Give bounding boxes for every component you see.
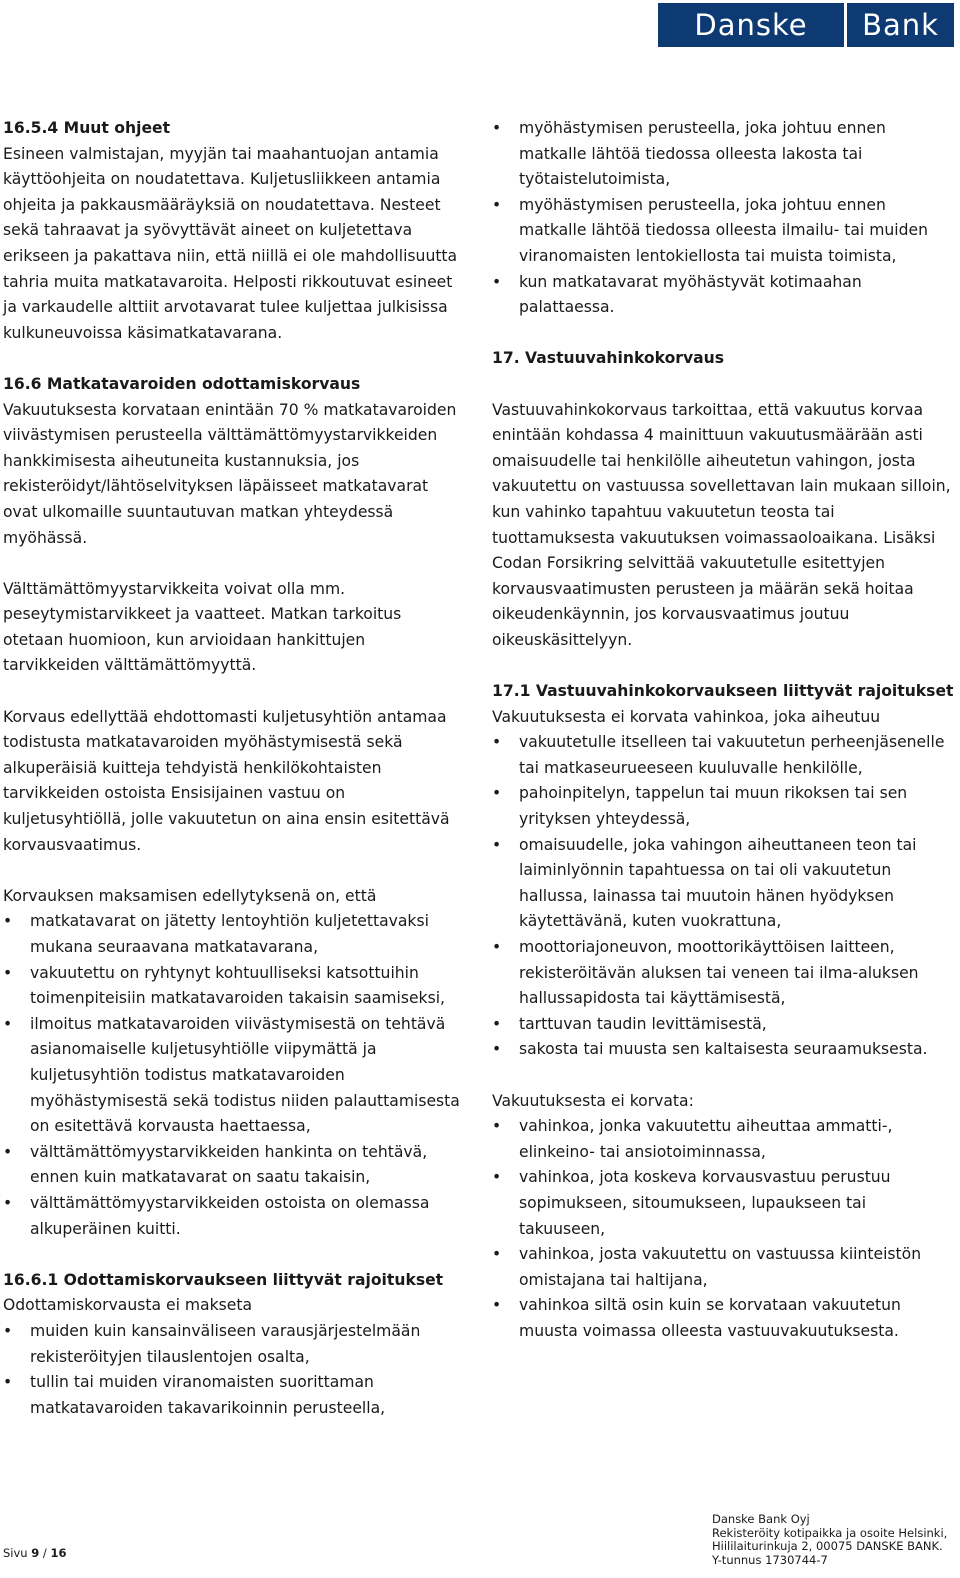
list-item: • myöhästymisen perusteella, joka johtuu ennen matkalle lähtöä tiedossa olleesta ilmailu- tai muiden viranomaisten lentokiellosta tai muista toimista, <box>492 193 954 270</box>
list-item: • välttämättömyystarvikkeiden ostoista on olemassa alkuperäinen kuitti. <box>3 1191 465 1242</box>
list-item: • tarttuvan taudin levittämisestä, <box>492 1012 954 1038</box>
logo-word-danske: Danske <box>658 3 844 47</box>
list-item: • sakosta tai muusta sen kaltaisesta seuraamuksesta. <box>492 1037 954 1063</box>
left-column <box>3 116 465 1421</box>
paragraph-odottamiskorvaus-4: Korvauksen maksamisen edellytyksenä on, että <box>3 886 377 905</box>
page-current: 9 <box>31 1546 40 1560</box>
list-item: • pahoinpitelyn, tappelun tai muun rikoksen tai sen yrityksen yhteydessä, <box>492 781 954 832</box>
liability-exclusions-list <box>492 730 954 1063</box>
list-item: • muiden kuin kansainväliseen varausjärjestelmään rekisteröityjen tilauslentojen osalta, <box>3 1319 465 1370</box>
page-total: 16 <box>50 1546 67 1560</box>
list-item: • omaisuudelle, joka vahingon aiheuttaneen teon tai laiminlyönnin tapahtuessa on tai oli vakuutetun hallussa, lainassa tai muutoin hänen hyödyksen käytettävänä, kuten vuokrattuna, <box>492 833 954 935</box>
heading-17-1: 17.1 Vastuuvahinkokorvaukseen liittyvät rajoitukset <box>492 682 954 701</box>
heading-16-6-1: 16.6.1 Odottamiskorvaukseen liittyvät rajoitukset <box>3 1270 444 1289</box>
page-label: Sivu <box>3 1546 28 1560</box>
logo-word-bank: Bank <box>844 3 954 47</box>
paragraph-odottamiskorvaus-2: Välttämättömyystarvikkeita voivat olla mm. peseytymistarvikkeet ja vaatteet. Matkan tarkoitus otetaan huomioon, kun arvioidaan hankittujen tarvikkeiden välttämättömyyttä. <box>3 579 402 675</box>
heading-16-5-4: 16.5.4 Muut ohjeet <box>3 119 171 137</box>
heading-17: 17. Vastuuvahinkokorvaus <box>492 349 725 368</box>
limitations-list <box>3 1319 465 1421</box>
not-covered-list <box>492 1114 954 1344</box>
list-item: • vahinkoa, josta vakuutettu on vastuussa kiinteistön omistajana tai haltijana, <box>492 1242 954 1293</box>
heading-16-6: 16.6 Matkatavaroiden odottamiskorvaus <box>3 374 361 393</box>
list-item: • vakuutettu on ryhtynyt kohtuulliseksi katsottuihin toimenpiteisiin matkatavaroiden takaisin saamiseksi, <box>3 961 465 1012</box>
paragraph-vastuu-rajoitukset-intro: Vakuutuksesta ei korvata vahinkoa, joka aiheutuu <box>492 707 881 726</box>
list-item: • vahinkoa, jonka vakuutettu aiheuttaa ammatti-, elinkeino- tai ansiotoiminnassa, <box>492 1114 954 1165</box>
list-item: • moottoriajoneuvon, moottorikäyttöisen laitteen, rekisteröitävän aluksen tai veneen tai ilma-aluksen hallussapidosta tai käyttämisestä, <box>492 935 954 1012</box>
list-item: • myöhästymisen perusteella, joka johtuu ennen matkalle lähtöä tiedossa olleesta lakosta tai työtaistelutoimista, <box>492 116 954 193</box>
list-item: • vahinkoa, jota koskeva korvausvastuu perustuu sopimukseen, sitoumukseen, lupaukseen tai takuuseen, <box>492 1165 954 1242</box>
list-item: • kun matkatavarat myöhästyvät kotimaahan palattaessa. <box>492 270 954 321</box>
company-line: Hiililaiturinkuja 2, 00075 DANSKE BANK. <box>712 1539 943 1553</box>
list-item: • ilmoitus matkatavaroiden viivästymisestä on tehtävä asianomaiselle kuljetusyhtiölle viipymättä ja kuljetusyhtiön todistus matkatavaroiden myöhästymisestä sekä todistus niiden palauttamisesta on esitettävä korvausta haettaessa, <box>3 1012 465 1140</box>
list-item: • vahinkoa siltä osin kuin se korvataan vakuutetun muusta voimassa olleesta vastuuvakuutuksesta. <box>492 1293 954 1344</box>
conditions-list <box>3 909 465 1242</box>
company-line: Y-tunnus 1730744-7 <box>712 1552 828 1567</box>
list-item: • tullin tai muiden viranomaisten suorittaman matkatavaroiden takavarikoinnin perusteella, <box>3 1370 465 1421</box>
paragraph-ei-korvata: Vakuutuksesta ei korvata: <box>492 1091 694 1110</box>
danske-bank-logo <box>658 3 954 47</box>
paragraph-rajoitukset-intro: Odottamiskorvausta ei makseta <box>3 1296 253 1315</box>
list-item: • välttämättömyystarvikkeiden hankinta on tehtävä, ennen kuin matkatavarat on saatu takaisin, <box>3 1140 465 1191</box>
page-separator: / <box>42 1546 47 1560</box>
company-line: Danske Bank Oyj <box>712 1512 810 1526</box>
company-info <box>712 1513 947 1567</box>
paragraph-muut-ohjeet: Esineen valmistajan, myyjän tai maahantuojan antamia käyttöohjeita on noudatettava. Kuljetusliikkeen antamia ohjeita ja pakkausmääräyksiä on noudatettava. Nesteet sekä tahraavat ja syövyttävät aineet on kuljetettava erikseen ja pakattava niin, että niillä ei ole mahdollisuutta tahria muita matkatavaroita. Helposti rikkoutuvat esineet ja varkaudelle alttiit arvotavarat tulee kuljettaa julkisissa kulkuneuvoissa käsimatkatavarana. <box>3 144 458 342</box>
page-number <box>3 1546 66 1560</box>
list-item: • vakuutetulle itselleen tai vakuutetun perheenjäsenelle tai matkaseurueeseen kuuluvalle henkilölle, <box>492 730 954 781</box>
paragraph-odottamiskorvaus-1: Vakuutuksesta korvataan enintään 70 % matkatavaroiden viivästymisen perusteella välttämättömyystarvikkeiden hankkimisesta aiheutuneita kustannuksia, jos rekisteröidyt/lähtöselvityksen läpäisseet matkatavarat ovat ulkomaille suuntautuvan matkan yhteydessä myöhässä. <box>3 400 457 547</box>
paragraph-vastuuvahinko: Vastuuvahinkokorvaus tarkoittaa, että vakuutus korvaa enintään kohdassa 4 mainittuun vakuutusmäärään asti omaisuudelle tai henkilölle aiheutetun vahingon, josta vakuutettu on vastuussa sovellettavan lain mukaan silloin, kun vahinko tapahtuu vakuutetun teosta tai tuottamuksesta vakuutuksen voimassaoloaikana. Lisäksi Codan Forsikring selvittää vakuutetulle esitettyjen korvausvaatimusten perusteen ja määrän sekä hoitaa oikeudenkäynnin, jos korvausvaatimus joutuu oikeuskäsittelyyn. <box>492 400 951 649</box>
right-column <box>492 116 954 1345</box>
limitations-list-continued <box>492 116 954 321</box>
paragraph-odottamiskorvaus-3: Korvaus edellyttää ehdottomasti kuljetusyhtiön antamaa todistusta matkatavaroiden myöhästymisestä sekä alkuperäisiä kuitteja tehdyistä henkilökohtaisten tarvikkeiden ostoista Ensisijainen vastuu on kuljetusyhtiöllä, jolle vakuutetun on aina ensin esitettävä korvausvaatimus. <box>3 707 450 854</box>
list-item: • matkatavarat on jätetty lentoyhtiön kuljetettavaksi mukana seuraavana matkatavarana, <box>3 909 465 960</box>
company-line: Rekisteröity kotipaikka ja osoite Helsinki, <box>712 1525 948 1540</box>
